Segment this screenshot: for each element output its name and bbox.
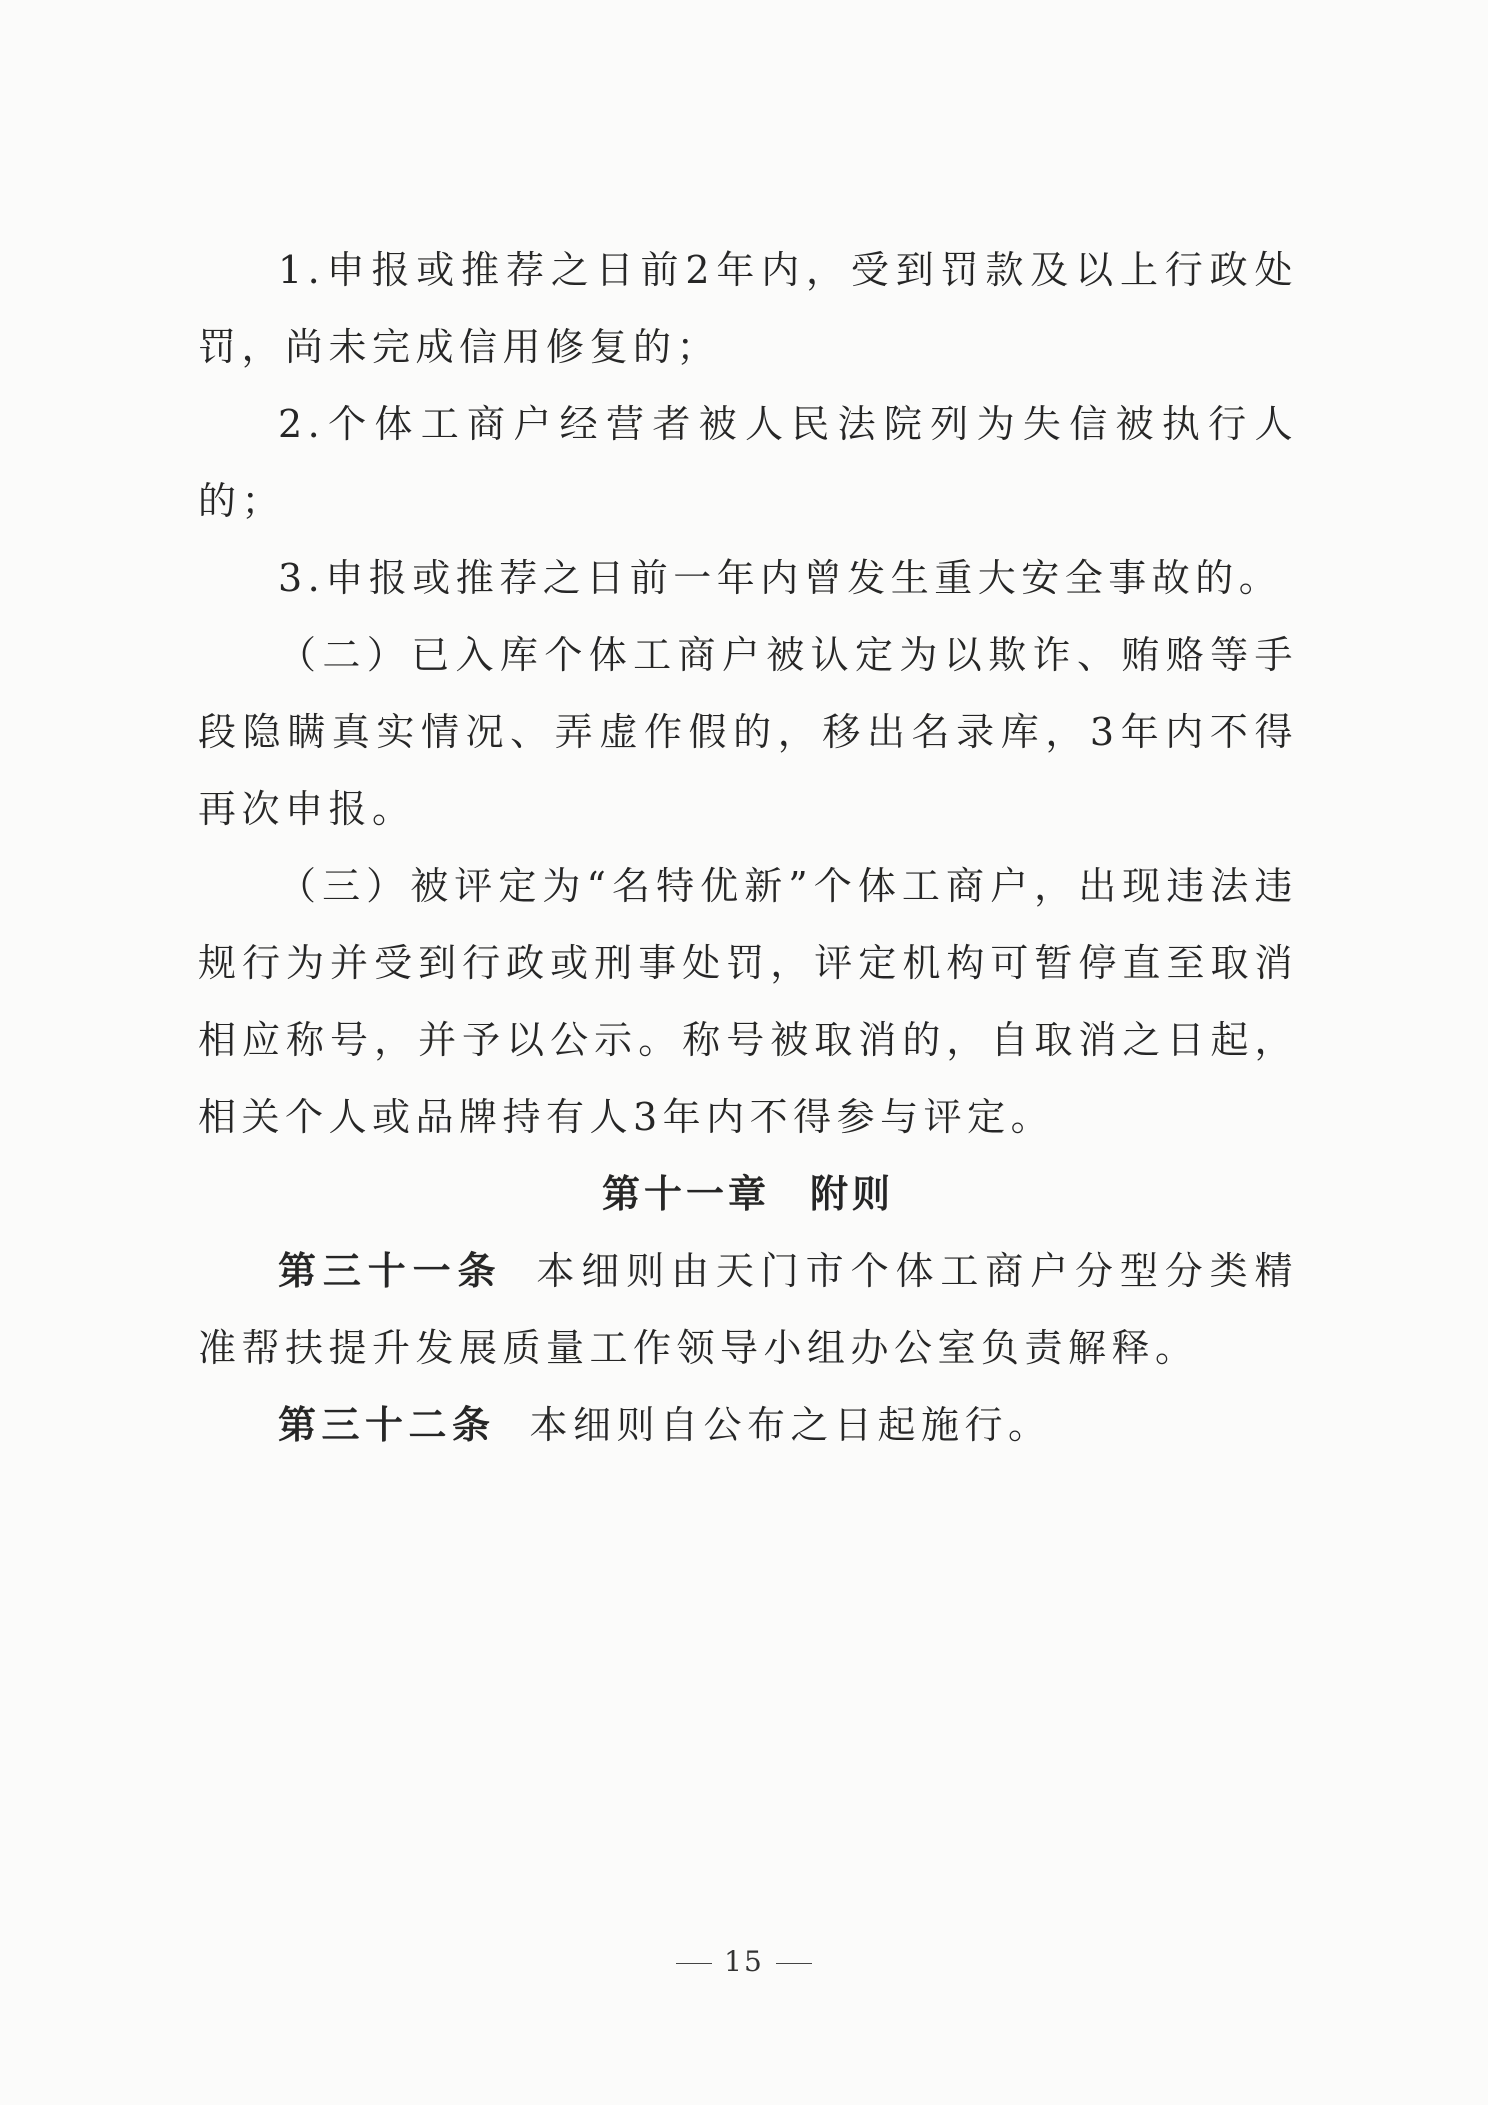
paragraph-section-2: （二）已入库个体工商户被认定为以欺诈、贿赂等手段隐瞒真实情况、弄虚作假的，移出名录库，3年内不得再次申报。 (198, 633, 1298, 831)
chapter-number: 第十一章 (601, 1172, 770, 1216)
article-32-label: 第三十二条 (278, 1403, 496, 1447)
paragraph-item-1: 1.申报或推荐之日前2年内，受到罚款及以上行政处罚，尚未完成信用修复的； (198, 248, 1298, 369)
article-31 (198, 1233, 1298, 1387)
paragraph-section-3: （三）被评定为“名特优新”个体工商户，出现违法违规行为并受到行政或刑事处罚，评定机构可暂停直至取消相应称号，并予以公示。称号被取消的，自取消之日起，相关个人或品牌持有人3年内不得参与评定。 (198, 864, 1298, 1139)
dash-left (676, 1963, 712, 1965)
page-number-value: 15 (724, 1945, 764, 1978)
article-32-text: 本细则自公布之日起施行。 (529, 1403, 1052, 1447)
body-text (198, 232, 1298, 1464)
page-number (0, 1945, 1488, 1978)
article-31-text: 本细则由天门市个体工商户分型分类精准帮扶提升发展质量工作领导小组办公室负责解释。 (198, 1249, 1298, 1370)
chapter-name: 附则 (810, 1172, 895, 1216)
paragraph-item-3: 3.申报或推荐之日前一年内曾发生重大安全事故的。 (278, 556, 1283, 600)
article-32 (198, 1387, 1298, 1464)
dash-right (776, 1963, 812, 1965)
paragraph-item-2: 2.个体工商户经营者被人民法院列为失信被执行人的； (198, 402, 1298, 523)
chapter-title (198, 1156, 1298, 1233)
article-31-label: 第三十一条 (278, 1249, 503, 1293)
